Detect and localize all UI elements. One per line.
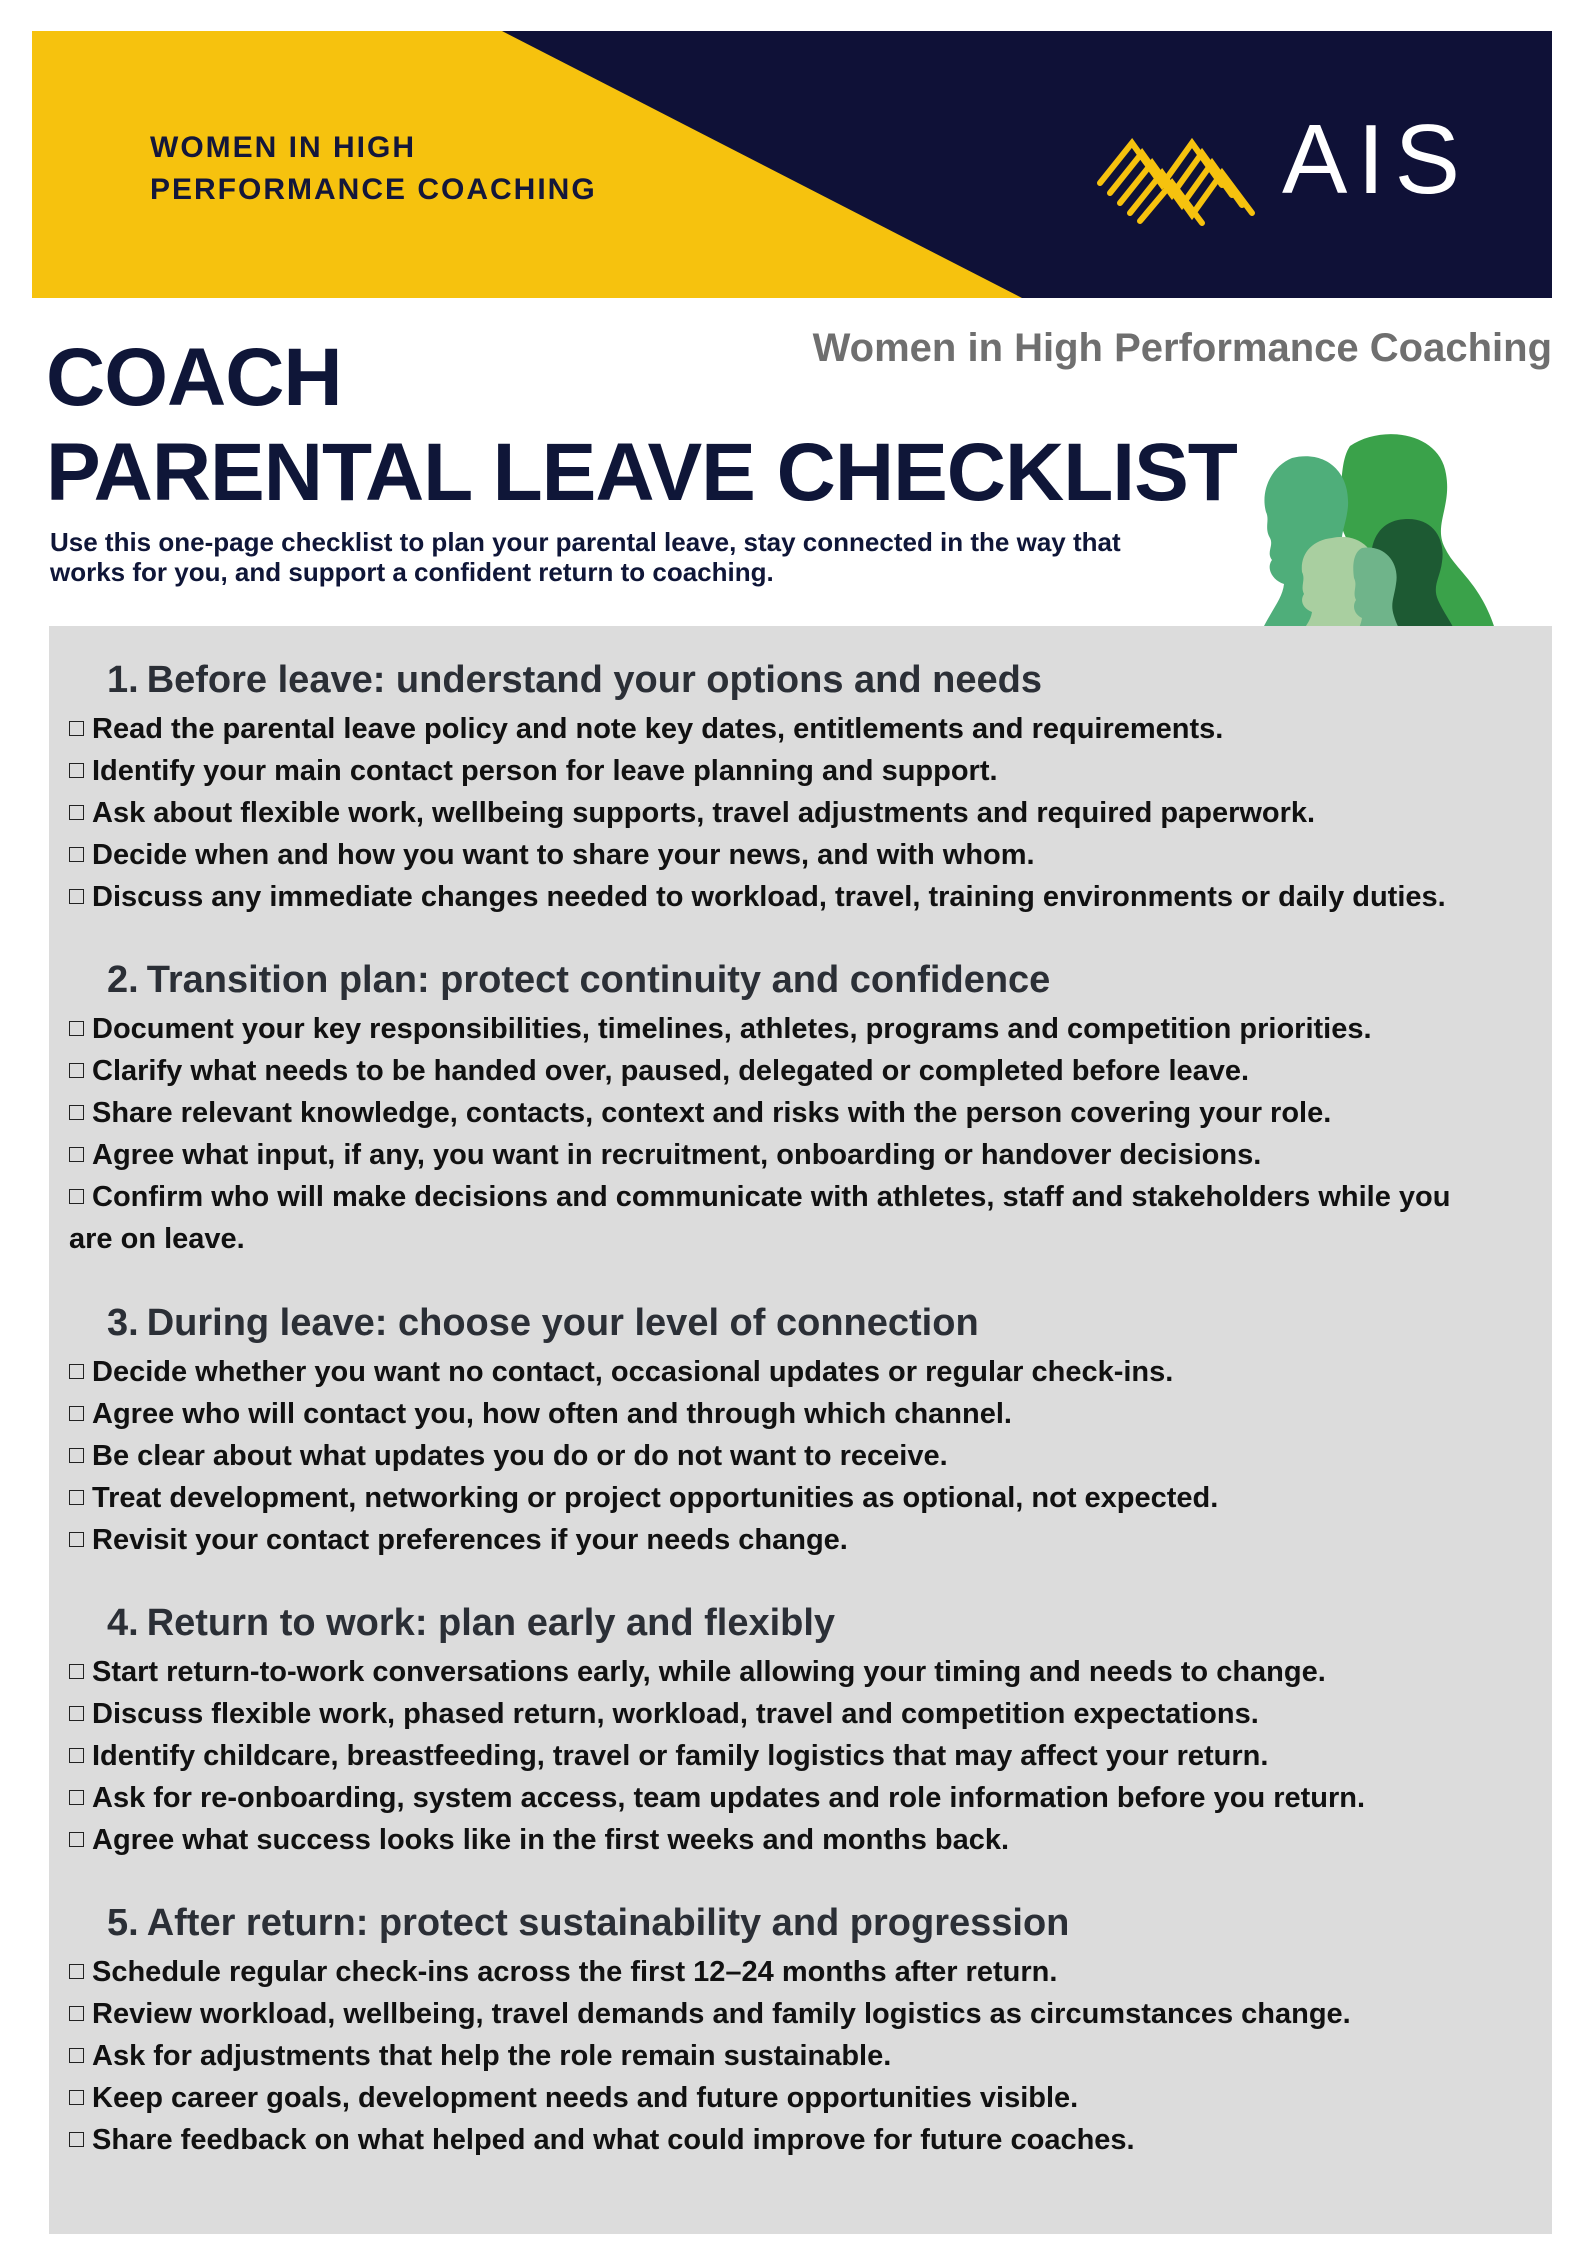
sub-brand-heading: Women in High Performance Coaching (812, 326, 1552, 370)
checklist-item-text: Clarify what needs to be handed over, paused, delegated or completed before leave. (92, 1055, 1250, 1087)
checkbox-icon[interactable] (69, 1748, 84, 1763)
section-title-text: During leave: choose your level of connection (146, 1302, 979, 1344)
checklist-item-text: Share relevant knowledge, contacts, context and risks with the person covering your role. (92, 1097, 1332, 1129)
checkbox-icon[interactable] (69, 1532, 84, 1547)
section-heading (69, 656, 1539, 704)
checklist-item[interactable] (69, 1735, 1539, 1777)
checklist-item[interactable] (69, 834, 1539, 876)
checklist-item-text: Identify childcare, breastfeeding, travel or family logistics that may affect your return. (92, 1740, 1269, 1772)
section-after-return (69, 1899, 1539, 2161)
checklist-item-text: Document your key responsibilities, timelines, athletes, programs and competition priorities. (92, 1013, 1372, 1045)
checklist-item[interactable] (69, 1819, 1539, 1861)
checkbox-icon[interactable] (69, 1189, 84, 1204)
checklist-item-text: Share feedback on what helped and what could improve for future coaches. (92, 2124, 1135, 2156)
section-heading (69, 1299, 1539, 1347)
checkbox-icon[interactable] (69, 2132, 84, 2147)
checklist-item[interactable] (69, 1393, 1539, 1435)
section-during-leave (69, 1299, 1539, 1561)
checkbox-icon[interactable] (69, 721, 84, 736)
section-heading (69, 1599, 1539, 1647)
women-silhouettes-icon (1232, 428, 1512, 658)
checkbox-icon[interactable] (69, 2048, 84, 2063)
checklist-item-text: Decide when and how you want to share your news, and with whom. (92, 839, 1035, 871)
checklist-item-text: Schedule regular check-ins across the first 12–24 months after return. (92, 1956, 1058, 1988)
checklist-item[interactable] (69, 1050, 1539, 1092)
checkbox-icon[interactable] (69, 1021, 84, 1036)
checkbox-icon[interactable] (69, 805, 84, 820)
checkbox-icon[interactable] (69, 889, 84, 904)
section-number: 1. (107, 659, 139, 701)
section-number: 2. (107, 959, 139, 1001)
section-title-text: Return to work: plan early and flexibly (146, 1602, 836, 1644)
checklist-panel (49, 626, 1552, 2234)
section-title-text: After return: protect sustainability and progression (146, 1902, 1070, 1944)
checklist-item[interactable] (69, 876, 1539, 918)
checklist-item[interactable] (69, 2035, 1539, 2077)
checkbox-icon[interactable] (69, 2006, 84, 2021)
checklist-item[interactable] (69, 708, 1539, 750)
checklist-item-text: Decide whether you want no contact, occasional updates or regular check-ins. (92, 1356, 1174, 1388)
checkbox-icon[interactable] (69, 1448, 84, 1463)
checkbox-icon[interactable] (69, 1706, 84, 1721)
checklist-item[interactable] (69, 1519, 1539, 1561)
checkbox-icon[interactable] (69, 1664, 84, 1679)
checklist-item[interactable] (69, 1351, 1539, 1393)
checkbox-icon[interactable] (69, 1964, 84, 1979)
checkbox-icon[interactable] (69, 1490, 84, 1505)
checklist-item[interactable] (69, 1651, 1539, 1693)
checklist-item-text: Revisit your contact preferences if your needs change. (92, 1524, 848, 1556)
section-heading (69, 956, 1539, 1004)
program-name-line2: PERFORMANCE COACHING (150, 173, 597, 206)
section-transition-plan (69, 956, 1539, 1260)
section-heading (69, 1899, 1539, 1947)
checklist-item-text: Review workload, wellbeing, travel demands and family logistics as circumstances change. (92, 1998, 1351, 2030)
checklist-item-text: Keep career goals, development needs and future opportunities visible. (92, 2082, 1079, 2114)
checklist-item[interactable] (69, 1176, 1499, 1260)
checklist-item-text: Agree who will contact you, how often and through which channel. (92, 1398, 1012, 1430)
checklist-item-text: Agree what input, if any, you want in recruitment, onboarding or handover decisions. (92, 1139, 1262, 1171)
checklist-item[interactable] (69, 1951, 1539, 1993)
header-banner (32, 31, 1552, 298)
checklist-item[interactable] (69, 2077, 1539, 2119)
checklist-item-text: Read the parental leave policy and note key dates, entitlements and requirements. (92, 713, 1224, 745)
checklist-item-text: Start return-to-work conversations early, while allowing your timing and needs to change. (92, 1656, 1326, 1688)
checklist-item[interactable] (69, 792, 1539, 834)
checklist-item-text: Ask about flexible work, wellbeing supports, travel adjustments and required paperwork. (92, 797, 1316, 829)
checklist-item-text: Identify your main contact person for leave planning and support. (92, 755, 998, 787)
checkbox-icon[interactable] (69, 1105, 84, 1120)
checkbox-icon[interactable] (69, 763, 84, 778)
checklist-item[interactable] (69, 750, 1539, 792)
checkbox-icon[interactable] (69, 1063, 84, 1078)
section-title-text: Before leave: understand your options and needs (146, 659, 1042, 701)
checklist-item[interactable] (69, 1134, 1539, 1176)
section-number: 3. (107, 1302, 139, 1344)
checklist-item[interactable] (69, 1435, 1539, 1477)
page-title-line2: PARENTAL LEAVE CHECKLIST (46, 427, 1237, 518)
section-number: 5. (107, 1902, 139, 1944)
page-title (46, 330, 1237, 520)
page-title-line1: COACH (46, 332, 342, 423)
checklist-item[interactable] (69, 1092, 1539, 1134)
checkbox-icon[interactable] (69, 1832, 84, 1847)
ais-stripe-logo-icon (1092, 113, 1262, 233)
checklist-item-text: Discuss flexible work, phased return, workload, travel and competition expectations. (92, 1698, 1259, 1730)
checklist-item-text: Ask for re-onboarding, system access, team updates and role information before you return. (92, 1782, 1366, 1814)
checklist-item-text: Be clear about what updates you do or do not want to receive. (92, 1440, 948, 1472)
section-before-leave (69, 656, 1539, 918)
checkbox-icon[interactable] (69, 1364, 84, 1379)
section-title-text: Transition plan: protect continuity and confidence (146, 959, 1051, 1001)
checklist-item[interactable] (69, 1008, 1539, 1050)
section-number: 4. (107, 1602, 139, 1644)
checklist-item[interactable] (69, 1477, 1539, 1519)
section-return-to-work (69, 1599, 1539, 1861)
program-name (150, 127, 597, 211)
program-name-line1: WOMEN IN HIGH (150, 131, 416, 164)
ais-logo-text: AIS (1282, 104, 1470, 214)
checklist-item[interactable] (69, 1777, 1539, 1819)
checklist-item-text: Discuss any immediate changes needed to workload, travel, training environments or daily duties. (92, 881, 1446, 913)
checklist-item-text: Ask for adjustments that help the role remain sustainable. (92, 2040, 892, 2072)
checkbox-icon[interactable] (69, 1790, 84, 1805)
checklist-item[interactable] (69, 2119, 1539, 2161)
checklist-item-text: Treat development, networking or project opportunities as optional, not expected. (92, 1482, 1219, 1514)
checkbox-icon[interactable] (69, 1406, 84, 1421)
checklist-item[interactable] (69, 1993, 1539, 2035)
checkbox-icon[interactable] (69, 2090, 84, 2105)
checkbox-icon[interactable] (69, 847, 84, 862)
checklist-item[interactable] (69, 1693, 1539, 1735)
intro-text: Use this one-page checklist to plan your parental leave, stay connected in the way that works for you, and support a confident return to coaching. (50, 527, 1121, 587)
checklist-item-text: Confirm who will make decisions and communicate with athletes, staff and stakeholders while you are on leave. (69, 1181, 1451, 1255)
checkbox-icon[interactable] (69, 1147, 84, 1162)
checklist-item-text: Agree what success looks like in the first weeks and months back. (92, 1824, 1010, 1856)
